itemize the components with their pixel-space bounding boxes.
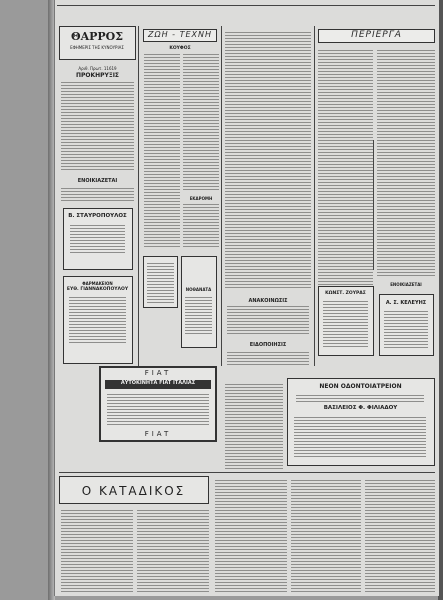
notice-heading: ΠΡΟΚΗΡΥΞΙΣ: [75, 72, 120, 79]
col4b-text: [377, 48, 435, 278]
excursion-heading: ΕΚΔΡΟΜΗ: [189, 196, 213, 201]
bottom-col1-text: [61, 508, 133, 594]
excursion-text: [183, 202, 219, 248]
bottom-col2-text: [137, 508, 209, 594]
keleuis-ad-text: [384, 309, 428, 353]
fiat-ad-text: [107, 392, 209, 428]
curiosities-banner: ΠΕΡΙΕΡΓΑ: [318, 29, 435, 43]
shop-ad-text: [70, 223, 125, 267]
convict-banner-title: Ο ΚΑΤΑΔΙΚΟΣ: [81, 484, 186, 498]
masthead-box: [59, 26, 136, 60]
col2a-text: [144, 52, 180, 248]
right-for-rent-heading: ΕΝΟΙΚΙΑΖΕΤΑΙ: [390, 282, 422, 287]
col4a-text: [318, 48, 373, 286]
bottom-col5-text: [365, 478, 435, 594]
life-art-article-title: ΚΟΥΦΟΣ: [169, 46, 191, 51]
masthead-title: ΘΑΡΡΟΣ: [70, 30, 124, 43]
small-ad-right-label: ΝΟΘΑΝΑΤΑ: [185, 287, 212, 292]
notices-text: [227, 350, 309, 368]
convict-banner-box: [59, 476, 209, 504]
fiat-ad-box: [99, 366, 217, 442]
notice-number: Αριθ. Πρωτ. 11619: [78, 66, 117, 71]
notice-body-text: [61, 80, 134, 174]
zouras-ad-box: [318, 286, 374, 356]
announcements-text: [227, 304, 309, 340]
keleuis-ad-title: Α. Σ. ΚΕΛΕΥΗΣ: [385, 300, 427, 306]
shop-ad-title: Β. ΣΤΑΥΡΟΠΟΥΛΟΣ: [68, 213, 127, 219]
small-ad-left-text: [147, 261, 174, 305]
dental-ad-text: [294, 415, 426, 463]
small-ad-left: [143, 256, 178, 308]
masthead-subtitle: ΕΦΗΜΕΡΙΣ ΤΗΣ ΚΥΝΟΥΡΙΑΣ: [70, 45, 124, 50]
small-ad-right: [181, 256, 217, 348]
bottom-col4-text: [291, 478, 361, 594]
shop-ad-box: [63, 208, 133, 270]
bottom-section-rule: [59, 472, 435, 473]
dental-ad-doctor: ΒΑΣΙΛΕΙΟΣ Φ. ΦΙΛΙΑΔΟΥ: [323, 405, 398, 411]
pharmacy-owner: ΕΥΘ. ΓΙΑΝΝΑΚΟΠΟΥΛΟΥ: [66, 287, 129, 292]
fiat-ad-bottom: FIAT: [144, 430, 172, 438]
newspaper-page: [54, 0, 439, 596]
middle-lower-text: [225, 382, 283, 470]
zouras-ad-text: [323, 299, 368, 353]
dental-ad-box: [287, 378, 435, 466]
column-divider-2: [221, 26, 222, 366]
for-rent-text: [61, 186, 134, 204]
fiat-ad-headline: ΑΥΤΟΚΙΝΗΤΑ FIAT ΙΤΑΛΙΑΣ: [105, 380, 211, 389]
life-art-banner: ΖΩΗ - ΤΕΧΝΗ: [143, 29, 217, 42]
dental-ad-title: ΝΕΟΝ ΟΔΟΝΤΟΙΑΤΡΕΙΟΝ: [319, 383, 402, 390]
column-divider-3: [314, 26, 315, 366]
dental-ad-sub-text: [296, 393, 424, 403]
col3-text: [225, 30, 311, 290]
notices-heading: ΕΙΔΟΠΟΙΗΣΙΣ: [249, 342, 287, 348]
column-divider-1: [138, 26, 139, 366]
bottom-col3-text: [215, 478, 287, 594]
fiat-ad-top: FIAT: [144, 369, 172, 377]
top-rule: [57, 5, 435, 6]
pharmacy-ad-text: [69, 295, 126, 361]
pharmacy-title: ΦΑΡΜΑΚΕΙΟΝ: [82, 281, 113, 286]
keleuis-ad-box: [379, 294, 434, 356]
pharmacy-ad-box: [63, 276, 133, 364]
col2b-text: [183, 52, 219, 192]
for-rent-heading: ΕΝΟΙΚΙΑΖΕΤΑΙ: [77, 178, 118, 184]
column-divider-4: [373, 140, 374, 270]
zouras-ad-title: ΚΩΝΣΤ. ΖΟΥΡΑΣ: [325, 291, 366, 296]
announcements-heading: ΑΝΑΚΟΙΝΩΣΙΣ: [248, 298, 288, 304]
small-ad-right-text: [185, 295, 212, 345]
